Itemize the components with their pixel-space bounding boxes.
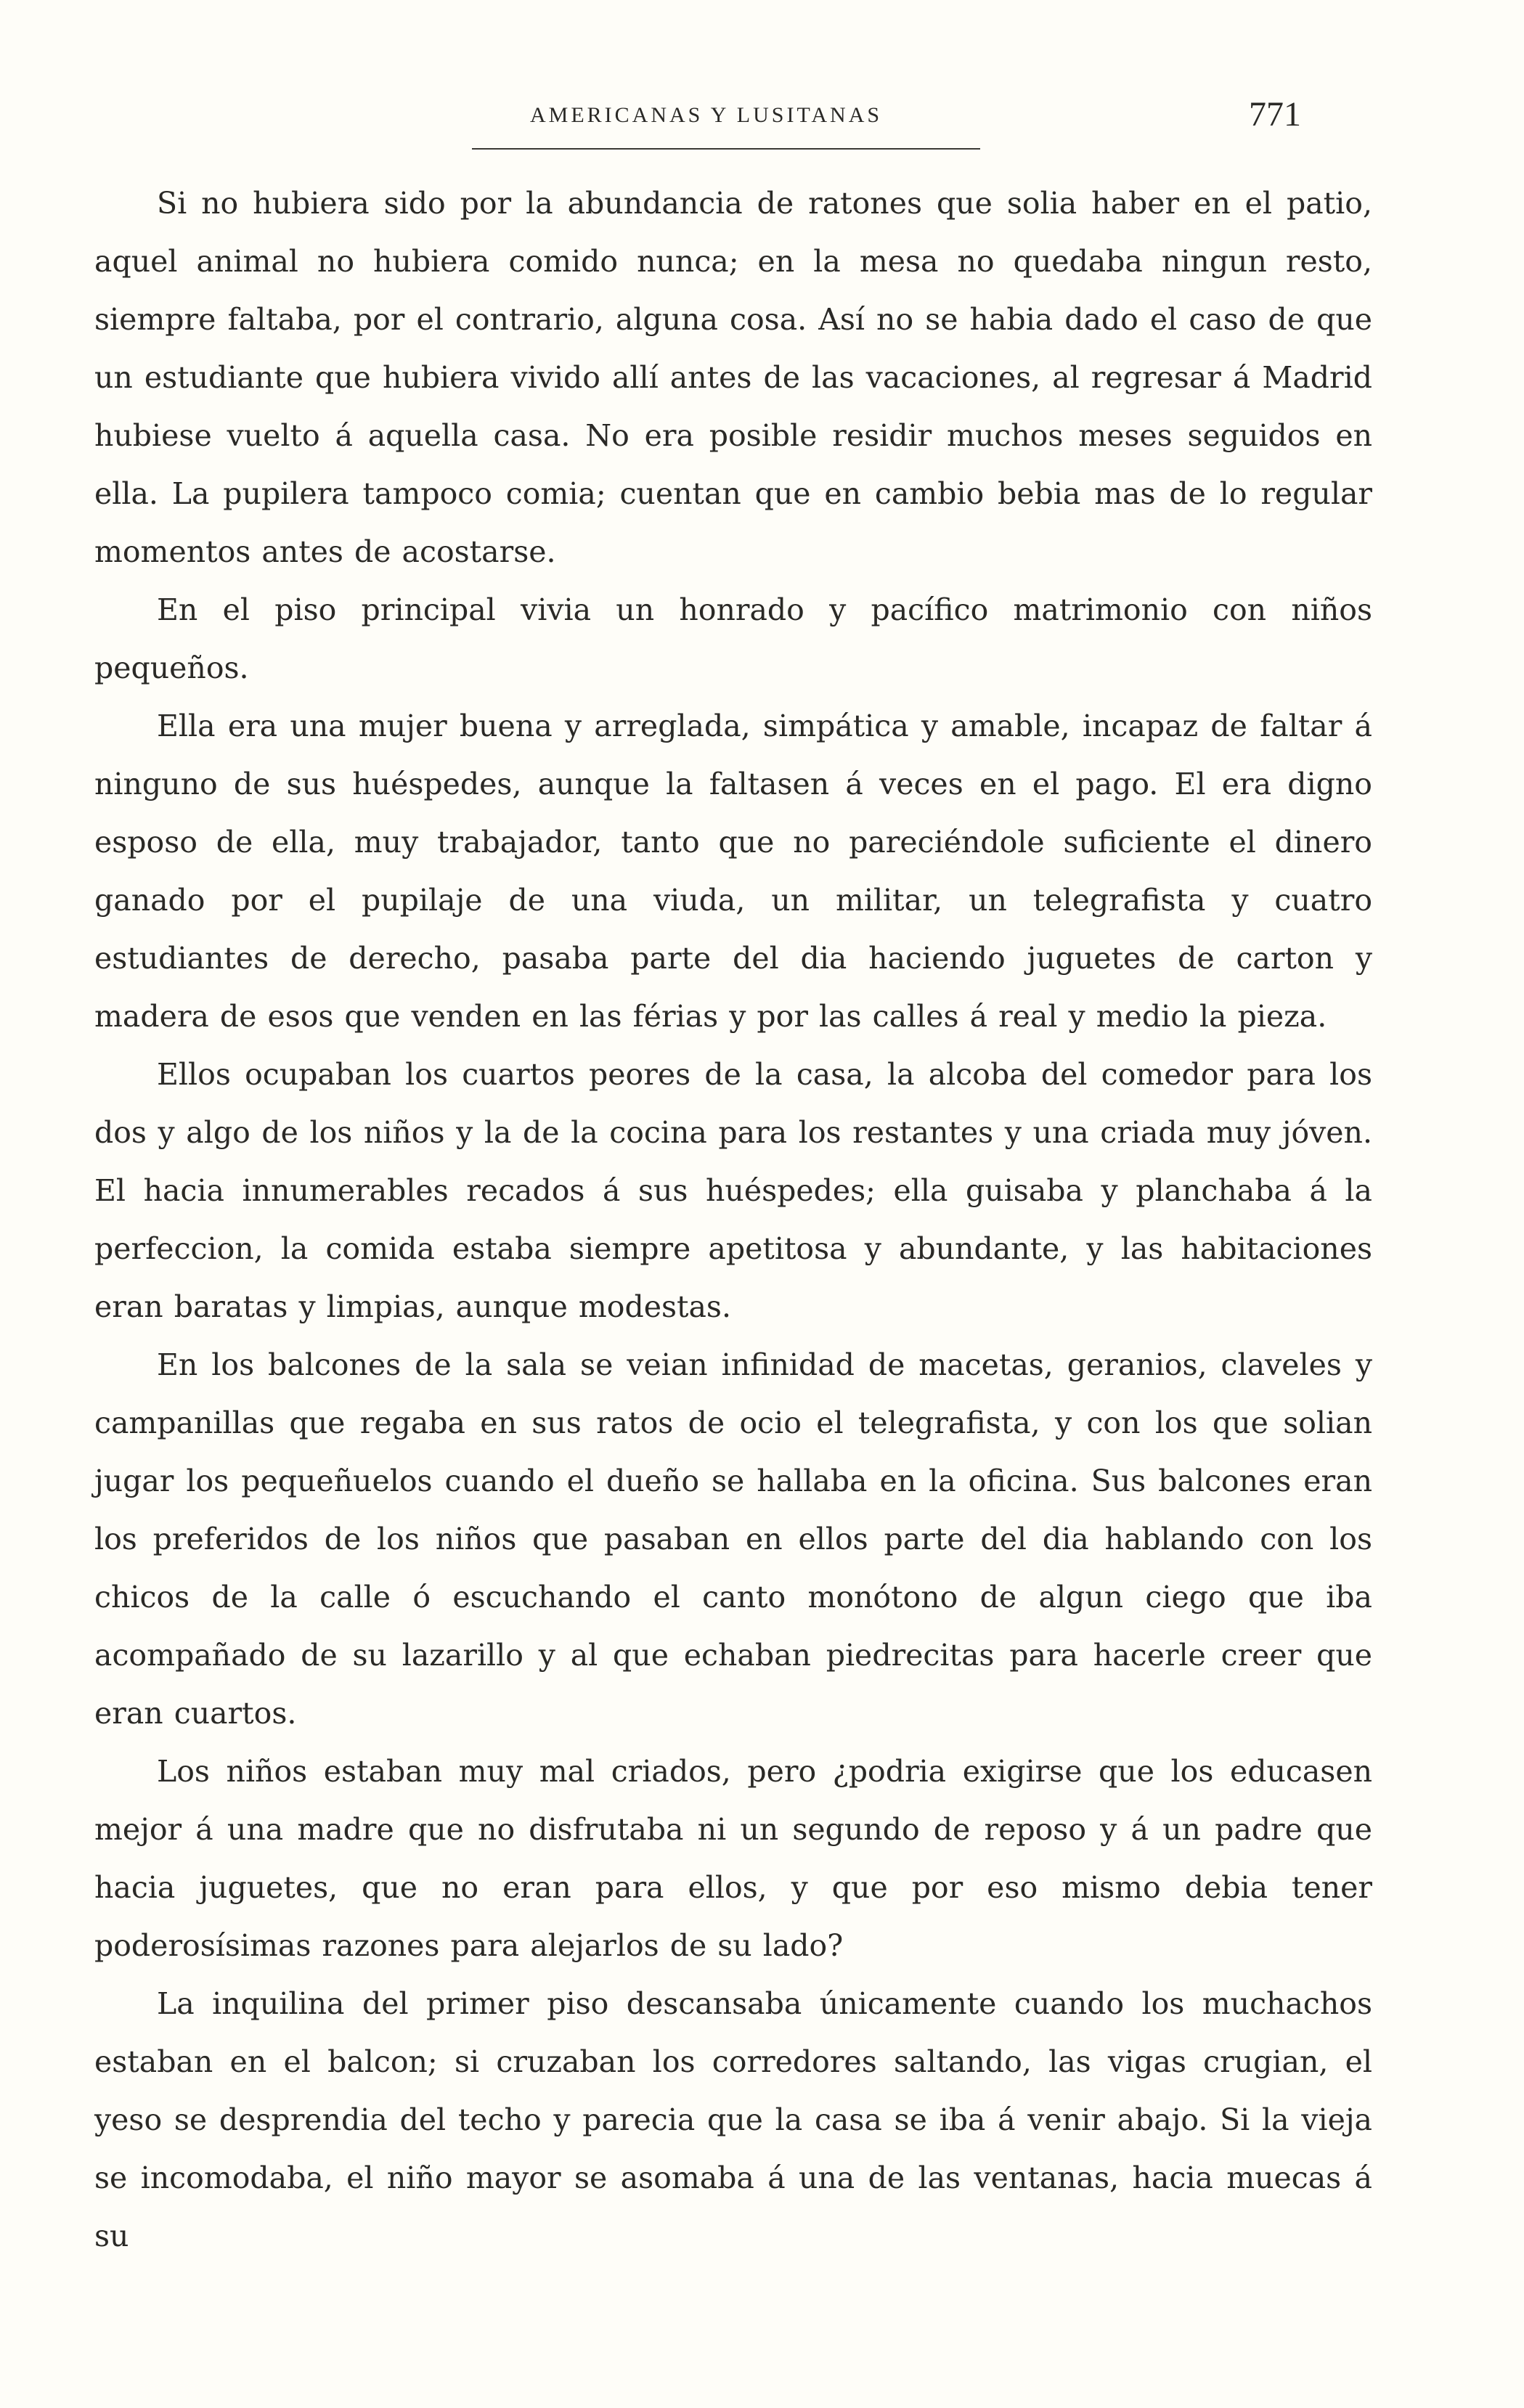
paragraph: La inquilina del primer piso descansaba únicamente cuando los muchachos estaban en el balcon; si cruzaban los corredores saltando, las vigas crugian, el yeso se desprendia del techo y parecia que la casa se iba á venir abajo. Si la vieja se incomodaba, el niño mayor se asomaba á una de las ventanas, hacia muecas á su: [94, 1986, 1372, 2253]
header-rule: [472, 148, 980, 150]
running-title: AMERICANAS Y LUSITANAS: [530, 103, 883, 127]
paragraph: Si no hubiera sido por la abundancia de ratones que solia haber en el patio, aquel animal no hubiera comido nunca; en la mesa no quedaba ningun resto, siempre faltaba, por el contrario, alguna cosa. Así no se habia dado el caso de que un estudiante que hubiera vivido allí antes de las vacaciones, al regresar á Madrid hubiese vuelto á aquella casa. No era posible residir muchos meses seguidos en ella. La pupilera tampoco comia; cuentan que en cambio bebia mas de lo regular momentos antes de acostarse.: [94, 186, 1372, 569]
paragraph: En el piso principal vivia un honrado y pacífico matrimonio con niños pequeños.: [94, 592, 1372, 685]
paragraph: Ella era una mujer buena y arreglada, simpática y amable, incapaz de faltar á ninguno de sus huéspedes, aunque la faltasen á veces en el pago. El era digno esposo de ella, muy trabajador, tanto que no pareciéndole suficiente el dinero ganado por el pupilaje de una viuda, un militar, un telegrafista y cuatro estudiantes de derecho, pasaba parte del dia haciendo juguetes de carton y madera de esos que venden en las férias y por las calles á real y medio la pieza.: [94, 709, 1372, 1034]
body-text: [94, 174, 1372, 2265]
paragraph: Ellos ocupaban los cuartos peores de la casa, la alcoba del comedor para los dos y algo de los niños y la de la cocina para los restantes y una criada muy jóven. El hacia innumerables recados á sus huéspedes; ella guisaba y planchaba á la perfeccion, la comida estaba siempre apetitosa y abundante, y las habitaciones eran baratas y limpias, aunque modestas.: [94, 1057, 1372, 1324]
paragraph: Los niños estaban muy mal criados, pero ¿podria exigirse que los educasen mejor á una madre que no disfrutaba ni un segundo de reposo y á un padre que hacia juguetes, que no eran para ellos, y que por eso mismo debia tener poderosísimas razones para alejarlos de su lado?: [94, 1754, 1372, 1963]
page-number: 771: [1249, 95, 1301, 134]
page-header: [0, 96, 1524, 154]
paragraph: En los balcones de la sala se veian infinidad de macetas, geranios, claveles y campanillas que regaba en sus ratos de ocio el telegrafista, y con los que solian jugar los pequeñuelos cuando el dueño se hallaba en la oficina. Sus balcones eran los preferidos de los niños que pasaban en ellos parte del dia hablando con los chicos de la calle ó escuchando el canto monótono de algun ciego que iba acompañado de su lazarillo y al que echaban piedrecitas para hacerle creer que eran cuartos.: [94, 1347, 1372, 1731]
